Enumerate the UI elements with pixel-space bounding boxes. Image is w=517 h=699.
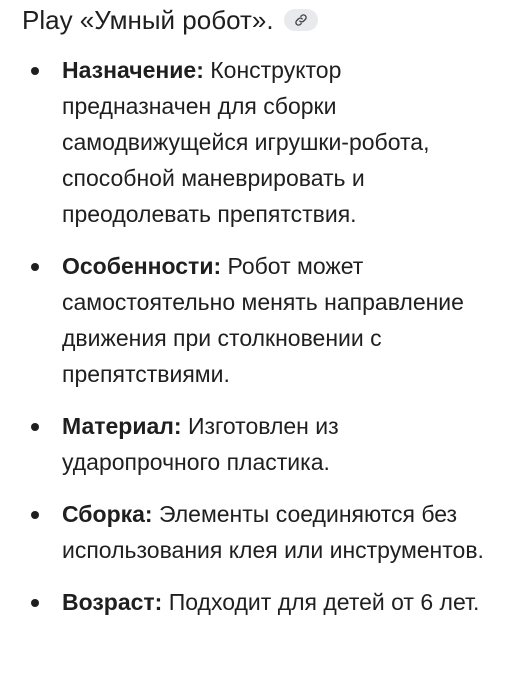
feature-text: Изготовлен из ударопрочного пластика. <box>62 413 339 475</box>
bullet-dot <box>31 511 39 519</box>
feature-title: Сборка: <box>62 501 159 527</box>
feature-text: Элементы соединяются без использования клея или инструментов. <box>62 501 484 563</box>
feature-text: Робот может самостоятельно менять направление движения при столкновении с препятствиями. <box>62 253 464 387</box>
bullet-dot <box>31 67 39 75</box>
feature-item-material <box>0 408 517 480</box>
heading-text: Play «Умный робот». <box>22 5 274 35</box>
feature-item-assembly <box>0 496 517 568</box>
link-icon <box>294 13 308 27</box>
feature-title: Назначение: <box>62 57 211 83</box>
feature-title: Особенности: <box>62 253 228 279</box>
heading-line <box>22 2 318 38</box>
feature-text: Конструктор предназначен для сборки самодвижущейся игрушки-робота, способной маневрировать и преодолевать препятствия. <box>62 57 430 227</box>
feature-item-age <box>0 584 517 620</box>
source-link-chip[interactable] <box>284 9 318 31</box>
bullet-dot <box>31 599 39 607</box>
bullet-dot <box>31 423 39 431</box>
feature-text: Подходит для детей от 6 лет. <box>168 589 480 615</box>
feature-title: Возраст: <box>62 589 169 615</box>
feature-list <box>0 52 517 636</box>
feature-title: Материал: <box>62 413 188 439</box>
bullet-dot <box>31 263 39 271</box>
feature-item-features <box>0 248 517 392</box>
feature-item-purpose <box>0 52 517 232</box>
